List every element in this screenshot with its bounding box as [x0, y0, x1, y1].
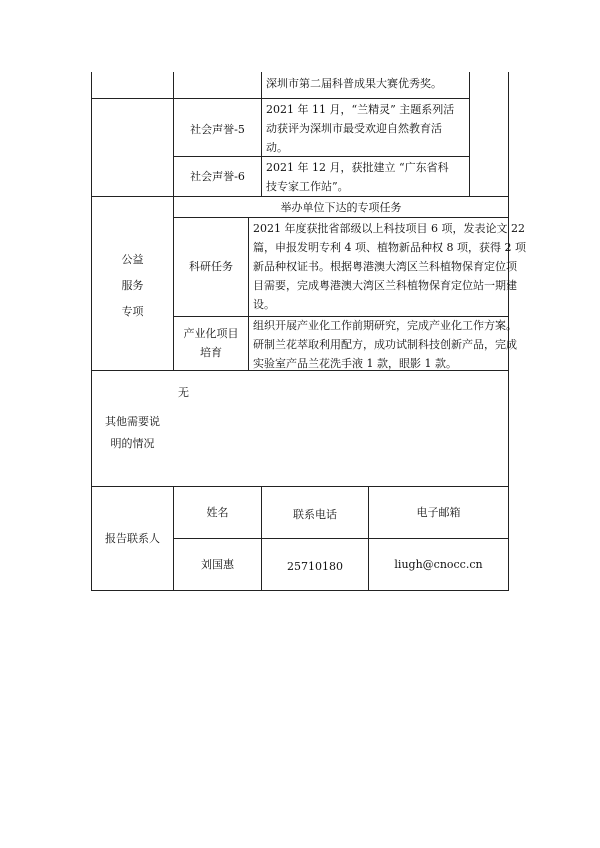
contact-phone: 25710180 — [287, 560, 343, 573]
table-line — [91, 98, 173, 99]
table-line — [91, 196, 509, 197]
contact-header-phone: 联系电话 — [293, 508, 337, 521]
honor-text: 2021 年 11 月，“兰精灵” 主题系列活 动获评为深圳市最受欢迎自然教育活 动。 — [266, 103, 455, 154]
research-text: 2021 年度获批省部级以上科技项目 6 项，发表论文 22 篇，申报发明专利 4 项、植物新品种权 8 项，获得 2 项 新品种权证书。根据粤港澳大湾区兰科植物保育定位项 目需要，完成粤港澳大湾区兰科植物保育定位站一期建 设。 — [253, 222, 526, 311]
table-line — [91, 590, 509, 591]
contact-header-email: 电子邮箱 — [416, 506, 461, 519]
table-line — [368, 486, 369, 591]
table-line — [91, 486, 509, 487]
honor-label: 社会声誉-5 — [190, 123, 245, 136]
table-line — [261, 72, 262, 197]
table-line — [173, 486, 174, 591]
other-notes-label: 其他需要说 明的情况 — [105, 415, 160, 450]
table-line — [173, 217, 509, 218]
honor-label: 社会声誉-6 — [190, 170, 245, 183]
public-service-header: 举办单位下达的专项任务 — [280, 201, 402, 214]
research-label: 科研任务 — [189, 260, 233, 273]
honor-text: 深圳市第二届科普成果大赛优秀奖。 — [266, 77, 442, 90]
table-line — [91, 72, 92, 591]
contact-header-name: 姓名 — [206, 506, 229, 519]
table-line — [173, 98, 469, 99]
other-notes-value: 无 — [178, 386, 189, 399]
table-line — [173, 538, 509, 539]
table-line — [248, 217, 249, 371]
industrial-label: 产业化项目 培育 — [183, 327, 239, 359]
table-line — [469, 72, 470, 197]
contact-name: 刘国惠 — [201, 558, 234, 571]
contact-email: liugh@cnocc.cn — [394, 558, 483, 571]
industrial-text: 组织开展产业化工作前期研究，完成产业化工作方案。 研制兰花萃取利用配方，成功试制科技创新产品，完成 实验室产品兰花洗手液 1 款，眼影 1 款。 — [253, 319, 517, 370]
contact-label: 报告联系人 — [105, 532, 160, 545]
section-label-public-service: 公益 服务 专项 — [121, 253, 144, 318]
honor-text: 2021 年 12 月，获批建立 “广东省科 技专家工作站”。 — [266, 161, 449, 193]
